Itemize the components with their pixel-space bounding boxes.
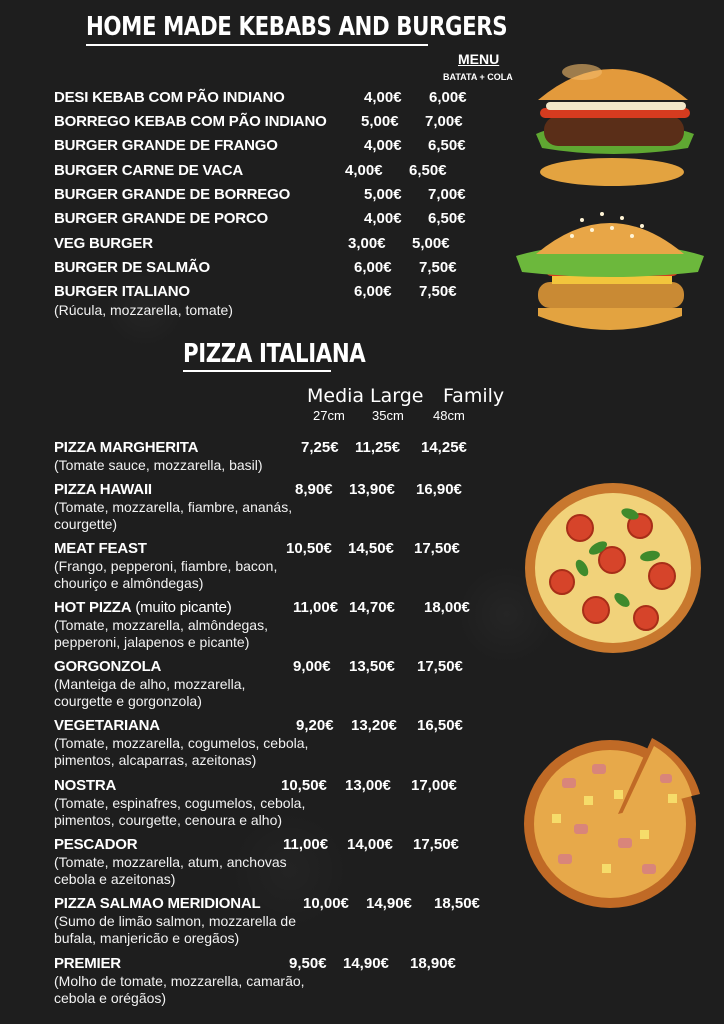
burger-item-price: 4,00€: [364, 137, 402, 154]
pizza-item-name: HOT PIZZA: [54, 599, 132, 616]
pizza-price-family: 18,50€: [434, 895, 480, 912]
burger-item-description: (Rúcula, mozzarella, tomate): [54, 302, 233, 318]
pizza-price-large: 14,70€: [349, 599, 395, 616]
burger-item-price: 6,00€: [354, 283, 392, 300]
size-cm-large: 35cm: [372, 408, 404, 423]
pizza-price-family: 18,00€: [424, 599, 470, 616]
pizza-price-large: 14,50€: [348, 540, 394, 557]
pizza-price-media: 10,50€: [281, 777, 327, 794]
pizza-price-large: 13,00€: [345, 777, 391, 794]
pizza-item-note: (muito picante): [131, 599, 232, 616]
pizza-item-description: (Tomate sauce, mozzarella, basil): [54, 457, 263, 473]
hawaii-pizza-image: [522, 734, 704, 910]
pizza-item-description: (Molho de tomate, mozzarella, camarão, cebola e orégãos): [54, 973, 305, 1006]
pizza-item-description: (Tomate, mozzarella, almôndegas, pepperoni, jalapenos e picante): [54, 617, 268, 650]
burger-item-menu-price: 6,50€: [428, 137, 466, 154]
burger-item-menu-price: 6,00€: [429, 89, 467, 106]
size-cm-family: 48cm: [433, 408, 465, 423]
pizza-price-media: 9,00€: [293, 658, 331, 675]
margherita-pizza-image: [522, 480, 704, 656]
pizza-price-media: 11,00€: [283, 836, 329, 853]
pizza-item-name: PREMIER: [54, 955, 121, 972]
burger-item-menu-price: 6,50€: [428, 210, 466, 227]
pizza-item-name: MEAT FEAST: [54, 540, 147, 557]
pizza-price-large: 13,20€: [351, 717, 397, 734]
pizza-price-family: 17,00€: [411, 777, 457, 794]
size-cm-media: 27cm: [313, 408, 345, 423]
pizza-price-family: 18,90€: [410, 955, 456, 972]
burger-item-name: DESI KEBAB COM PÃO INDIANO: [54, 89, 285, 106]
pizza-item-description: (Manteiga de alho, mozzarella, courgette e gorgonzola): [54, 676, 246, 709]
pizza-item-name: PIZZA SALMAO MERIDIONAL: [54, 895, 261, 912]
burger-item-price: 4,00€: [345, 162, 383, 179]
burger-item-menu-price: 6,50€: [409, 162, 447, 179]
pizza-item-name: PIZZA HAWAII: [54, 481, 152, 498]
burger-item-menu-price: 7,00€: [425, 113, 463, 130]
burger-item-price: 5,00€: [364, 186, 402, 203]
pizza-title: PIZZA ITALIANA: [183, 339, 366, 369]
burger-item-name: BURGER ITALIANO: [54, 283, 190, 300]
pizza-price-family: 16,50€: [417, 717, 463, 734]
burger-item-name: BURGER GRANDE DE BORREGO: [54, 186, 291, 203]
pizza-item-name: VEGETARIANA: [54, 717, 160, 734]
pizza-price-family: 17,50€: [413, 836, 459, 853]
pizza-item-description: (Sumo de limão salmon, mozzarella de bufala, manjericão e oregãos): [54, 913, 296, 946]
burger-item-price: 6,00€: [354, 259, 392, 276]
pizza-price-media: 9,20€: [296, 717, 334, 734]
pizza-item-name-row: [54, 599, 232, 616]
burger-item-name: BURGER GRANDE DE PORCO: [54, 210, 268, 227]
pizza-price-media: 7,25€: [301, 439, 339, 456]
burger-item-name: BORREGO KEBAB COM PÃO INDIANO: [54, 113, 327, 130]
pizza-item-description: (Tomate, mozzarella, fiambre, ananás, courgette): [54, 499, 293, 532]
burger-item-price: 5,00€: [361, 113, 399, 130]
pizza-price-family: 17,50€: [417, 658, 463, 675]
size-name-family: Family: [443, 385, 505, 407]
burger-item-price: 4,00€: [364, 210, 402, 227]
size-name-media: Media: [307, 385, 365, 407]
pizza-price-media: 9,50€: [289, 955, 327, 972]
burger-item-menu-price: 7,50€: [419, 259, 457, 276]
pizza-item-name: PESCADOR: [54, 836, 138, 853]
pizza-title-underline: [183, 370, 331, 372]
pizza-item-description: (Frango, pepperoni, fiambre, bacon, chouriço e almôndegas): [54, 558, 278, 591]
pizza-price-family: 16,90€: [416, 481, 462, 498]
burgers-title-underline: [86, 44, 428, 46]
menu-column-label: MENU: [458, 51, 500, 67]
pizza-item-description: (Tomate, mozzarella, cogumelos, cebola, pimentos, alcaparras, azeitonas): [54, 735, 309, 768]
pizza-price-media: 10,00€: [303, 895, 349, 912]
burger-item-name: BURGER DE SALMÃO: [54, 259, 210, 276]
pizza-item-name: PIZZA MARGHERITA: [54, 439, 199, 456]
pizza-item-name: NOSTRA: [54, 777, 117, 794]
pizza-price-large: 14,90€: [366, 895, 412, 912]
pizza-item-description: (Tomate, mozzarella, atum, anchovas cebola e azeitonas): [54, 854, 287, 887]
pizza-price-family: 17,50€: [414, 540, 460, 557]
pizza-price-large: 13,90€: [349, 481, 395, 498]
pizza-price-large: 14,00€: [347, 836, 393, 853]
pizza-item-name: GORGONZOLA: [54, 658, 162, 675]
pizza-price-large: 13,50€: [349, 658, 395, 675]
pizza-price-media: 10,50€: [286, 540, 332, 557]
size-name-large: Large: [370, 385, 424, 407]
pizza-price-media: 11,00€: [293, 599, 339, 616]
burger-item-menu-price: 5,00€: [412, 235, 450, 252]
burger-item-price: 4,00€: [364, 89, 402, 106]
burgers-title: HOME MADE KEBABS AND BURGERS: [86, 12, 508, 42]
burger-item-name: VEG BURGER: [54, 235, 153, 252]
pizza-price-media: 8,90€: [295, 481, 333, 498]
pizza-price-large: 11,25€: [355, 439, 401, 456]
chicken-burger-image: [512, 198, 708, 340]
beef-burger-image: [522, 42, 702, 190]
burger-item-menu-price: 7,00€: [428, 186, 466, 203]
pizza-price-large: 14,90€: [343, 955, 389, 972]
burger-item-name: BURGER GRANDE DE FRANGO: [54, 137, 278, 154]
pizza-price-family: 14,25€: [421, 439, 467, 456]
burger-item-name: BURGER CARNE DE VACA: [54, 162, 244, 179]
burger-item-menu-price: 7,50€: [419, 283, 457, 300]
pizza-item-description: (Tomate, espinafres, cogumelos, cebola, pimentos, courgette, cenoura e alho): [54, 795, 306, 828]
burger-item-price: 3,00€: [348, 235, 386, 252]
menu-column-sublabel: BATATA + COLA: [443, 72, 513, 82]
